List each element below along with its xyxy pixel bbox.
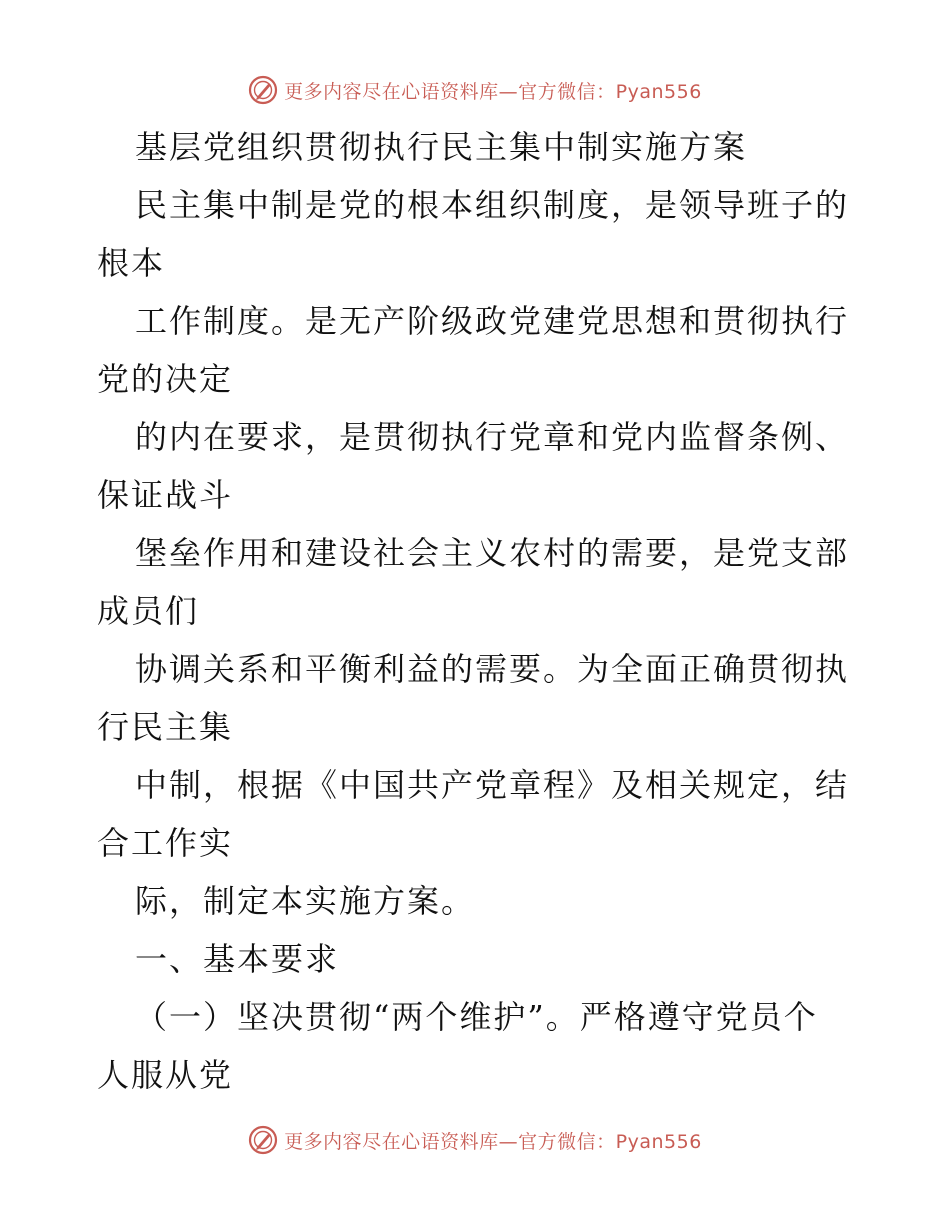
paragraph-line: 党的决定 [97,360,234,398]
footer-watermark [0,1120,950,1160]
paragraph-line: （一）坚决贯彻“两个维护”。严格遵守党员个 [135,998,818,1036]
paragraph-line: 堡垒作用和建设社会主义农村的需要，是党支部 [135,534,850,572]
paragraph-line: 协调关系和平衡利益的需要。为全面正确贯彻执 [135,650,850,688]
watermark-text: 更多内容尽在心语资料库—官方微信：Pyan556 [284,80,702,103]
paragraph-line: 际，制定本实施方案。 [135,882,476,920]
header-watermark [0,70,950,110]
pen-logo-icon [248,75,278,105]
paragraph-line: 保证战斗 [97,476,234,514]
document-title: 基层党组织贯彻执行民主集中制实施方案 [135,128,748,166]
paragraph-line: 中制，根据《中国共产党章程》及相关规定，结 [135,766,850,804]
paragraph-line: 民主集中制是党的根本组织制度，是领导班子的 [135,186,850,224]
watermark-text: 更多内容尽在心语资料库—官方微信：Pyan556 [284,1130,702,1153]
paragraph-line: 行民主集 [97,708,234,746]
paragraph-line: 成员们 [97,592,200,630]
pen-logo-icon [248,1125,278,1155]
paragraph-line: 人服从党 [97,1056,234,1094]
paragraph-line: 根本 [97,244,166,282]
paragraph-line: 合工作实 [97,824,234,862]
paragraph-line: 的内在要求，是贯彻执行党章和党内监督条例、 [135,418,850,456]
section-heading: 一、基本要求 [135,940,340,978]
document-body [97,118,857,1104]
paragraph-line: 工作制度。是无产阶级政党建党思想和贯彻执行 [135,302,850,340]
